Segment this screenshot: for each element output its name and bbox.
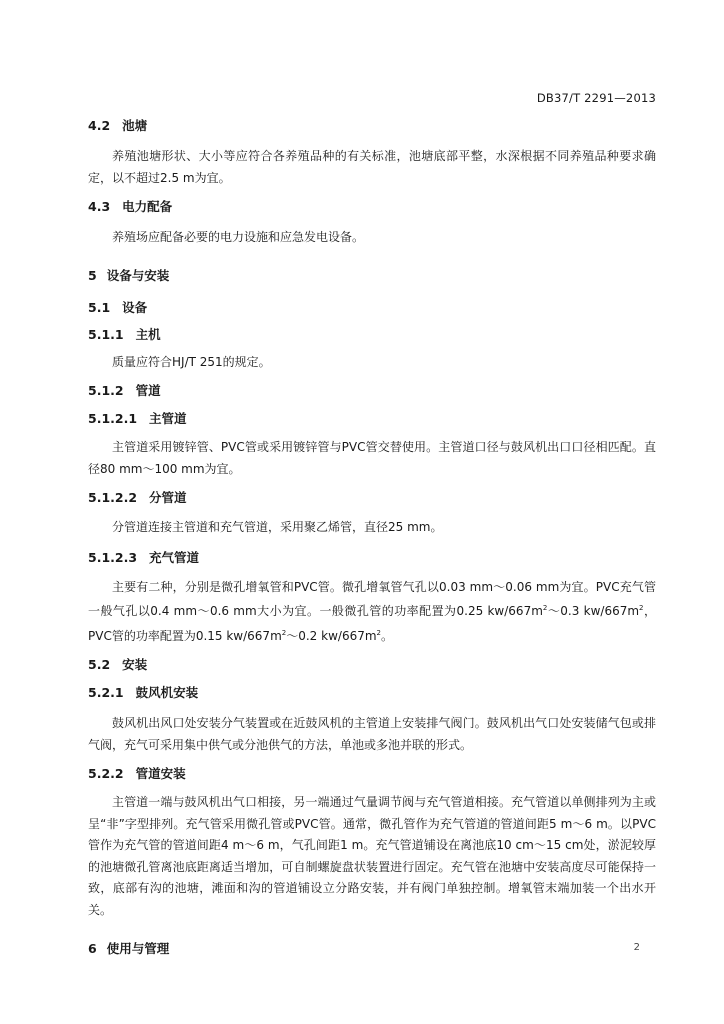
- section-title: 电力配备: [122, 199, 173, 214]
- section-title: 主机: [135, 326, 161, 342]
- document-code: DB37/T 2291—2013: [536, 91, 656, 105]
- section-number: 5.2: [88, 657, 111, 672]
- paragraph: 鼓风机出风口处安装分气装置或在近鼓风机的主管道上安装排气阀门。鼓风机出气口处安装储气包或排气阀，充气可采用集中供气或分池供气的方法，单池或多池并联的形式。: [88, 716, 656, 752]
- section-number: 5: [88, 267, 97, 283]
- section-heading: [88, 117, 656, 135]
- section-heading: [88, 410, 656, 428]
- section-heading: [88, 326, 656, 344]
- section-heading: [88, 549, 656, 567]
- paragraph: 分管道连接主管道和充气管道，采用聚乙烯管，直径25 mm。: [112, 520, 443, 534]
- section-title: 管道安装: [135, 766, 186, 781]
- section-number: 5.1.2.1: [88, 411, 138, 426]
- section-number: 5.1.2.2: [88, 490, 138, 505]
- section-heading: [88, 299, 656, 317]
- section-title: 使用与管理: [106, 941, 170, 956]
- section-title: 鼓风机安装: [135, 685, 199, 700]
- section-number: 5.1: [88, 299, 111, 315]
- paragraph: 养殖池塘形状、大小等应符合各养殖品种的有关标准，池塘底部平整，水深根据不同养殖品种要求确定，以不超过2.5 m为宜。: [88, 149, 656, 185]
- section-number: 5.1.2: [88, 383, 124, 398]
- section-title: 分管道: [149, 490, 187, 505]
- section-heading: [88, 765, 656, 783]
- section-number: 4.2: [88, 118, 111, 133]
- paragraph: 主管道采用镀锌管、PVC管或采用镀锌管与PVC管交替使用。主管道口径与鼓风机出口口径相匹配。直径80 mm～100 mm为宜。: [88, 440, 656, 476]
- section-heading: [88, 656, 656, 674]
- paragraph: 质量应符合HJ/T 251的规定。: [112, 354, 271, 369]
- section-heading: [88, 382, 656, 400]
- section-number: 5.2.2: [88, 766, 124, 781]
- section-heading: [88, 198, 656, 216]
- section-number: 5.1.1: [88, 326, 124, 342]
- section-number: 5.1.2.3: [88, 549, 138, 565]
- paragraph: 养殖场应配备必要的电力设施和应急发电设备。: [112, 230, 365, 244]
- document-body: [88, 117, 656, 958]
- section-heading: [88, 940, 656, 958]
- section-number: 5.2.1: [88, 685, 124, 700]
- paragraph: 主要有二种，分别是微孔增氧管和PVC管。微孔增氧管气孔以0.03 mm～0.06 mm为宜。PVC充气管一般气孔以0.4 mm～0.6 mm大小为宜。一般微孔管的功率配置为0.25 $kw/667m^2\sim 0.3$ $kw/667m^2$，PVC管的功率配置为0.15 $kw/667m^2\sim 0.2$ $kw/667m^2$。: [88, 579, 656, 643]
- section-heading: [88, 489, 656, 507]
- section-title: 主管道: [149, 411, 187, 426]
- section-title: 设备与安装: [106, 267, 170, 283]
- section-number: 6: [88, 941, 97, 956]
- section-title: 设备: [122, 299, 148, 315]
- page-number: 2: [633, 942, 640, 953]
- paragraph: 主管道一端与鼓风机出气口相接，另一端通过气量调节阀与充气管道相接。充气管道以单侧排列为主或呈“非”字型排列。充气管采用微孔管或PVC管。通常，微孔管作为充气管道的管道间距5 m～6 m。以PVC管作为充气管的管道间距4 m～6 m，气孔间距1 m。充气管道铺设在离池底10 cm～15 cm处，淤泥较厚的池塘微孔管离池底距离适当增加，可自制螺旋盘状装置进行固定。充气管在池塘中安装高度尽可能保持一致，底部有沟的池塘，滩面和沟的管道铺设立分路安装，并有阀门单独控制。增氧管末端加装一个出水开关。: [88, 795, 656, 917]
- section-title: 池塘: [122, 118, 148, 133]
- section-number: 4.3: [88, 199, 111, 214]
- section-title: 充气管道: [149, 549, 200, 565]
- section-title: 管道: [135, 383, 161, 398]
- section-title: 安装: [122, 657, 148, 672]
- section-heading: [88, 684, 656, 702]
- section-heading: [88, 267, 656, 285]
